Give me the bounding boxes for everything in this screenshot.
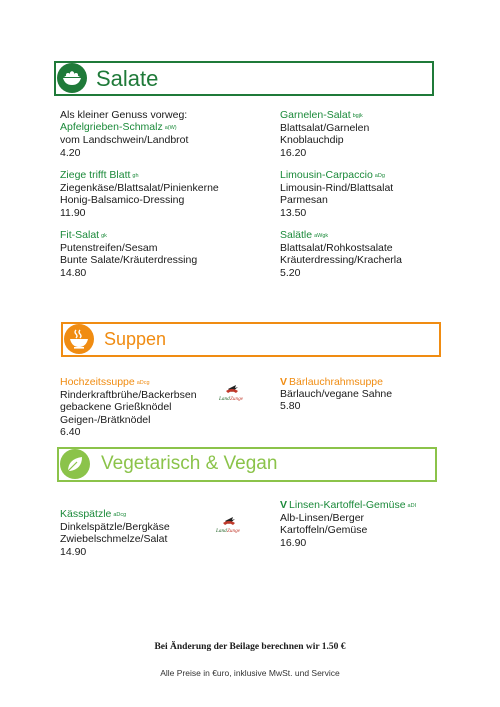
- dish-name: Limousin-Carpaccio: [280, 169, 373, 181]
- price-info-note: Alle Preise in €uro, inklusive MwSt. und Service: [160, 668, 340, 678]
- allergen-code: a(W): [164, 125, 177, 132]
- dish-name: Salätle: [280, 229, 313, 241]
- allergen-code: aDcg: [136, 380, 150, 386]
- dish-price: 11.90: [60, 206, 86, 219]
- dish-price: 13.50: [280, 206, 307, 219]
- dish-description: Blattsalat/Garnelen: [280, 122, 370, 135]
- vegetarisch-item-kaesspaetzle: [60, 508, 170, 558]
- dish-price: 6.40: [60, 425, 81, 438]
- dish-description: Honig-Balsamico-Dressing: [60, 194, 185, 207]
- salate-item-schmalz: [60, 109, 188, 159]
- dish-description: vom Landschwein/Landbrot: [60, 134, 189, 147]
- dish-description: Dinkelspätzle/Bergkäse: [60, 521, 170, 534]
- dish-name: Apfelgrieben-Schmalz: [60, 121, 163, 134]
- dish-description: Parmesan: [280, 194, 328, 207]
- dish-description: Bunte Salate/Kräuterdressing: [60, 254, 198, 267]
- dish-price: 5.80: [280, 400, 301, 413]
- svg-text:Land: Land: [219, 396, 230, 402]
- dish-description: Bärlauch/vegane Sahne: [280, 388, 393, 401]
- dish-price: 16.20: [280, 146, 307, 159]
- leaf-icon: [60, 449, 90, 479]
- allergen-code: gh: [132, 173, 139, 179]
- suppen-title: Suppen: [104, 329, 167, 349]
- dish-description: Putenstreifen/Sesam: [60, 242, 158, 255]
- dish-name: Hochzeitssuppe: [60, 376, 135, 388]
- salate-intro: Als kleiner Genuss vorweg:: [60, 109, 188, 121]
- vegan-mark-icon: V: [280, 376, 288, 388]
- suppen-item-baerlauch: [280, 376, 392, 413]
- allergen-code: gk: [101, 233, 107, 239]
- dish-price: 5.20: [280, 266, 301, 279]
- landzunge-logo: [218, 383, 246, 405]
- dish-description: Knoblauchdip: [280, 134, 344, 147]
- salate-item-ziege: [60, 169, 219, 219]
- salate-item-garnelen: [280, 109, 369, 159]
- side-dish-surcharge-note: Bei Änderung der Beilage berechnen wir 1.50 €: [154, 642, 346, 652]
- allergen-code: aDI: [407, 503, 417, 509]
- salad-bowl-icon: [57, 63, 87, 93]
- allergen-code: bgjk: [352, 113, 363, 119]
- dish-description: Zwiebelschmelze/Salat: [60, 533, 168, 546]
- allergen-code: aWgk: [314, 233, 329, 239]
- dish-description: Ziegenkäse/Blattsalat/Pinienkerne: [60, 182, 219, 195]
- dish-description: Blattsalat/Rohkostsalate: [280, 242, 393, 255]
- landzunge-logo: [215, 515, 243, 537]
- dish-description: Kräuterdressing/Kracherla: [280, 254, 402, 267]
- dish-price: 4.20: [60, 146, 81, 159]
- dish-description: Limousin-Rind/Blattsalat: [280, 182, 394, 195]
- soup-bowl-icon: [64, 324, 94, 354]
- allergen-code: aDcg: [113, 512, 127, 518]
- dish-price: 16.90: [280, 536, 307, 549]
- dish-name: Ziege trifft Blatt: [60, 169, 131, 181]
- svg-text:Land: Land: [216, 528, 227, 534]
- svg-text:Zunge: Zunge: [230, 396, 243, 402]
- dish-name: Fit-Salat: [60, 229, 100, 241]
- dish-price: 14.90: [60, 545, 87, 558]
- dish-description: Alb-Linsen/Berger: [280, 512, 365, 525]
- dish-description: gebackene Grießknödel: [60, 401, 172, 414]
- dish-description: Geigen-/Brätknödel: [60, 413, 151, 426]
- dish-description: Rinderkraftbrühe/Backerbsen: [60, 389, 197, 402]
- dish-description: Kartoffeln/Gemüse: [280, 524, 368, 537]
- vegetarisch-item-linsen: [280, 499, 416, 549]
- vegan-mark-icon: V: [280, 499, 288, 511]
- dish-name: Bärlauchrahmsuppe: [289, 376, 383, 388]
- svg-text:Zunge: Zunge: [227, 528, 240, 534]
- dish-name: Linsen-Kartoffel-Gemüse: [289, 499, 406, 511]
- vegetarisch-title: Vegetarisch & Vegan: [101, 453, 278, 474]
- allergen-code: aDg: [374, 173, 385, 179]
- dish-name: Kässpätzle: [60, 508, 112, 520]
- salate-title: Salate: [96, 66, 159, 91]
- dish-price: 14.80: [60, 266, 87, 279]
- salate-item-salaetle: [280, 229, 402, 279]
- suppen-item-hochzeitssuppe: [60, 376, 197, 438]
- dish-name: Garnelen-Salat: [280, 109, 351, 121]
- salate-item-fit: [60, 229, 197, 279]
- salate-item-carpaccio: [280, 169, 393, 219]
